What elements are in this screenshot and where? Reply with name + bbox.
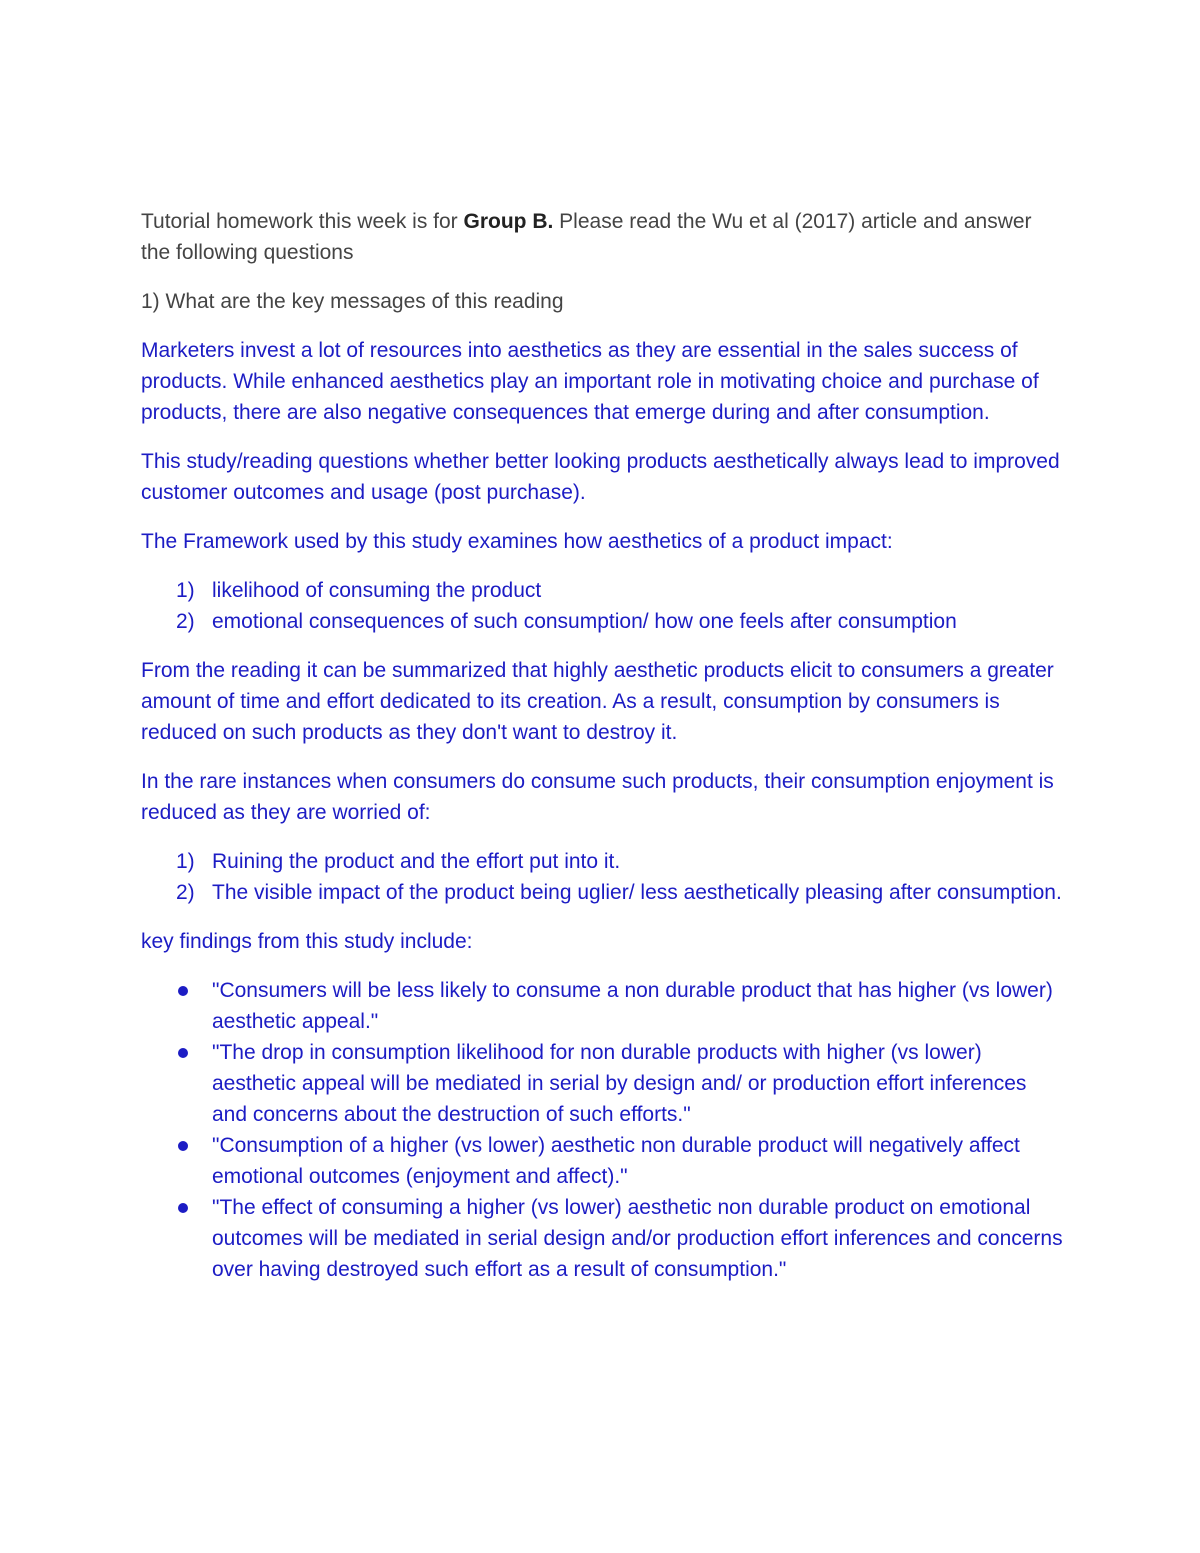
list-marker: 2) <box>176 881 195 904</box>
list-item <box>141 606 1066 637</box>
findings-heading: key findings from this study include: <box>141 930 473 953</box>
list-item <box>141 846 1066 877</box>
answer-paragraph-2: This study/reading questions whether better looking products aesthetically always lead to improved customer outcomes and usage (post purchase). <box>141 450 1060 504</box>
list-item-text: Ruining the product and the effort put into it. <box>212 850 621 873</box>
list-item <box>141 975 1066 1037</box>
summary-paragraph-1: From the reading it can be summarized that highly aesthetic products elicit to consumers a greater amount of time and effort dedicated to its creation. As a result, consumption by consumers is reduced on such products as they don't want to destroy it. <box>141 659 1054 744</box>
document-page <box>141 206 1066 1303</box>
list-marker: 1) <box>176 850 195 873</box>
list-item <box>141 1192 1066 1285</box>
list-item-text: emotional consequences of such consumption/ how one feels after consumption <box>212 610 957 633</box>
list-item-text: "Consumption of a higher (vs lower) aesthetic non durable product will negatively affect emotional outcomes (enjoyment and affect)." <box>212 1134 1020 1188</box>
intro-text-after: Please read the Wu et al (2017) article and answer the following questions <box>141 210 1032 264</box>
findings-list <box>141 975 1066 1285</box>
bullet-icon <box>178 1203 188 1213</box>
answer-paragraph-3: The Framework used by this study examines how aesthetics of a product impact: <box>141 530 893 553</box>
framework-list <box>141 575 1066 637</box>
list-item <box>141 575 1066 606</box>
intro-text-before: Tutorial homework this week is for <box>141 210 464 233</box>
intro-paragraph <box>141 206 1066 268</box>
worry-list <box>141 846 1066 908</box>
list-item-text: "Consumers will be less likely to consume a non durable product that has higher (vs lower) aesthetic appeal." <box>212 979 1053 1033</box>
list-item-text: "The drop in consumption likelihood for non durable products with higher (vs lower) aesthetic appeal will be mediated in serial by design and/ or production effort inferences and concerns about the destruction of such efforts." <box>212 1041 1027 1126</box>
bullet-icon <box>178 1141 188 1151</box>
bullet-icon <box>178 986 188 996</box>
list-item <box>141 1037 1066 1130</box>
list-item-text: likelihood of consuming the product <box>212 579 542 602</box>
summary-paragraph-2: In the rare instances when consumers do consume such products, their consumption enjoyment is reduced as they are worried of: <box>141 770 1054 824</box>
list-item-text: "The effect of consuming a higher (vs lower) aesthetic non durable product on emotional outcomes will be mediated in serial design and/or production effort inferences and concerns over having destroyed such effort as a result of consumption." <box>212 1196 1063 1281</box>
list-item <box>141 877 1066 908</box>
question-1: 1) What are the key messages of this reading <box>141 290 564 313</box>
group-label: Group B. <box>463 210 554 233</box>
list-item <box>141 1130 1066 1192</box>
list-marker: 2) <box>176 610 195 633</box>
list-item-text: The visible impact of the product being uglier/ less aesthetically pleasing after consumption. <box>212 881 1062 904</box>
answer-paragraph-1: Marketers invest a lot of resources into aesthetics as they are essential in the sales success of products. While enhanced aesthetics play an important role in motivating choice and purchase of products, there are also negative consequences that emerge during and after consumption. <box>141 339 1039 424</box>
bullet-icon <box>178 1048 188 1058</box>
list-marker: 1) <box>176 579 195 602</box>
